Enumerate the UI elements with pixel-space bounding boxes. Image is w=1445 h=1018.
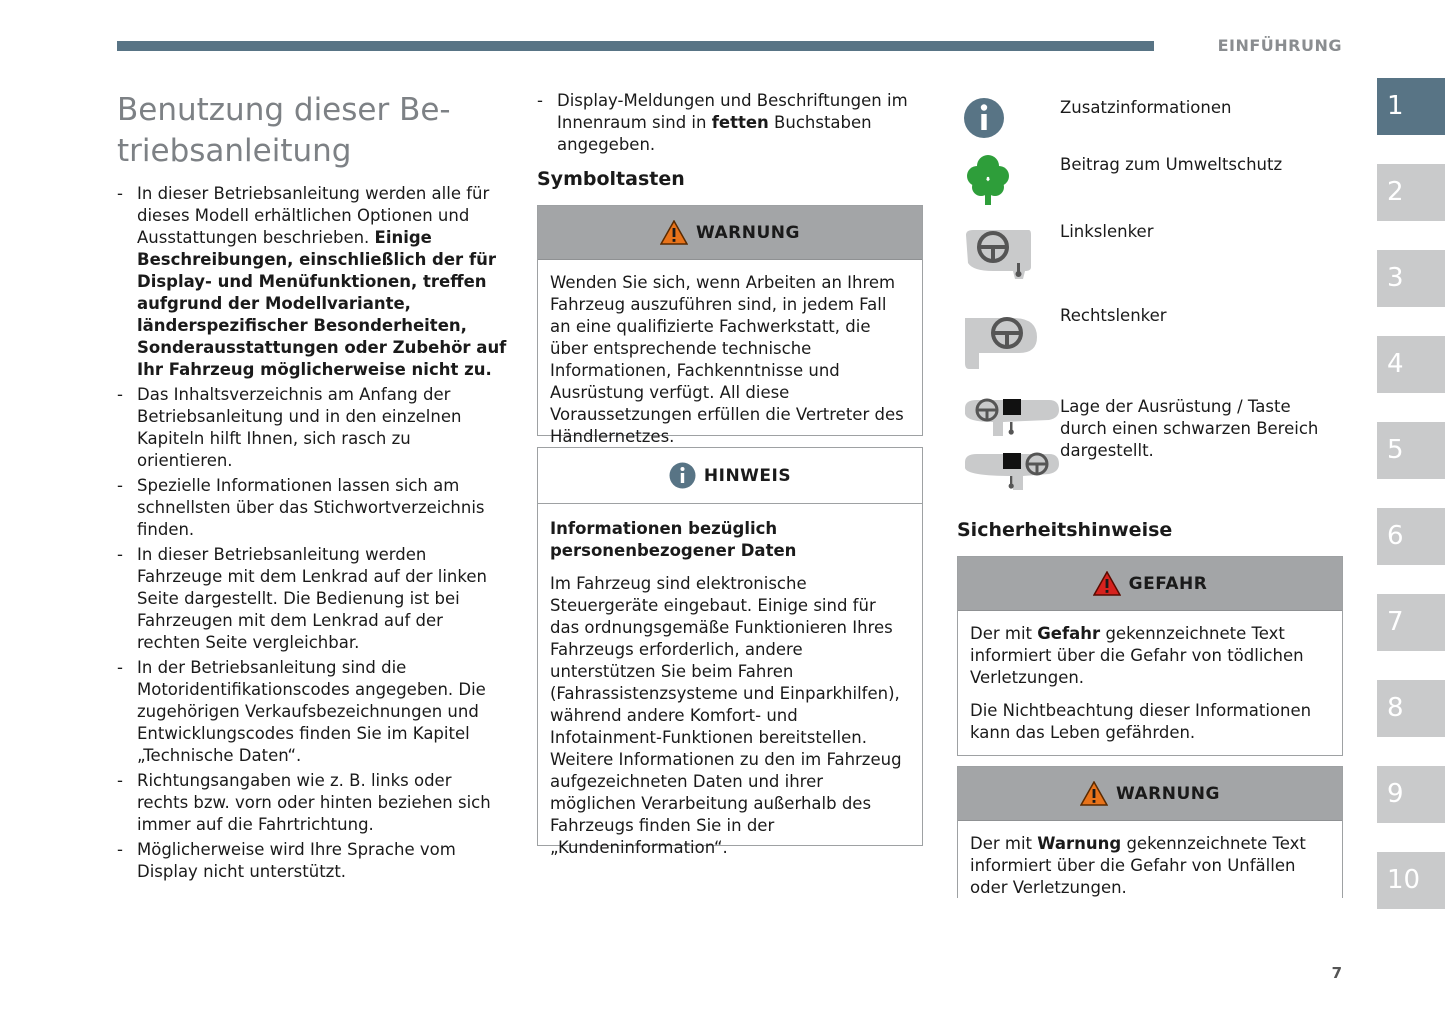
warning-box-header (538, 206, 922, 260)
hinweis-box-body (538, 504, 922, 869)
page-title-line-1: Benutzung dieser Be- (117, 92, 451, 128)
chapter-tab-6[interactable]: 6 (1377, 508, 1445, 565)
chapter-tab-7[interactable]: 7 (1377, 594, 1445, 651)
warnung-label: WARNUNG (1116, 783, 1220, 804)
warnung-box (957, 766, 1343, 898)
hinweis-text-1: Im Fahrzeug sind elektronische Steuergeräte eingebaut. Einige sind für das ordnungsgemäße Funktionieren Ihres Fahrzeugs erforderlich, andere unterstützen Sie beim Fahren (Fahrassistenzsysteme und Einparkhilfen), während andere Komfort- und Infotainment-Funktionen bereitstellen. (550, 574, 900, 747)
hinweis-label: HINWEIS (703, 465, 792, 486)
hinweis-box-header (538, 448, 922, 504)
symbol-text: Beitrag zum Umweltschutz (1060, 155, 1283, 174)
warning-label: WARNUNG (696, 222, 800, 243)
page-title-line-2: triebsanleitung (117, 133, 352, 169)
list-item: - In der Betriebsanleitung sind die Motoridentifikationscodes angegeben. Die zugehörigen Verkaufsbezeichnungen und Entwicklungscodes finden Sie im Kapitel „Technische Daten“. (117, 657, 507, 767)
warning-text: Wenden Sie sich, wenn Arbeiten an Ihrem Fahrzeug auszuführen sind, in jedem Fall an eine qualifizierte Fachwerkstatt, die über entsprechende technische Informationen, Fachkenntnisse und Ausrüstung verfügt. All diese Voraussetzungen erfüllen die Vertreter des Händlernetzes. (550, 273, 904, 446)
section-label: EINFÜHRUNG (1217, 36, 1342, 55)
gefahr-text-2: Die Nichtbeachtung dieser Informationen kann das Leben gefährden. (970, 701, 1312, 742)
gefahr-box-body (958, 611, 1342, 754)
page-title (117, 90, 507, 172)
tree-icon (966, 154, 1010, 206)
chapter-tab-3[interactable]: 3 (1377, 250, 1445, 307)
list-item: - Richtungsangaben wie z. B. links oder rechts bzw. vorn oder hinten beziehen sich immer auf die Fahrtrichtung. (117, 770, 507, 836)
header-bar (117, 41, 1154, 51)
gefahr-label: GEFAHR (1128, 573, 1208, 594)
list-item: - In dieser Betriebsanleitung werden Fahrzeuge mit dem Lenkrad auf der linken Seite dargestellt. Die Bedienung ist bei Fahrzeugen mit dem Lenkrad auf der rechten Seite vergleichbar. (117, 544, 507, 654)
gefahr-box-header (958, 557, 1342, 611)
right-hand-drive-icon (963, 313, 1039, 373)
warnung-box-header (958, 767, 1342, 821)
chapter-tab-4[interactable]: 4 (1377, 336, 1445, 393)
page-number: 7 (1331, 964, 1342, 982)
symbol-text: Rechtslenker (1060, 306, 1167, 325)
symbol-text: Linkslenker (1060, 222, 1154, 241)
list-item: - Spezielle Informationen lassen sich am schnellsten über das Stichwortverzeichnis finden. (117, 475, 507, 541)
chapter-tab-8[interactable]: 8 (1377, 680, 1445, 737)
intro-list (117, 183, 507, 886)
chapter-tab-2[interactable]: 2 (1377, 164, 1445, 221)
symbol-text: Zusatzinformationen (1060, 98, 1232, 117)
info-icon (963, 97, 1005, 139)
warning-triangle-icon (1080, 781, 1108, 806)
chapter-tabs (1377, 78, 1445, 938)
warning-triangle-icon (660, 220, 688, 245)
left-hand-drive-icon (963, 227, 1033, 283)
chapter-tab-1[interactable]: 1 (1377, 78, 1445, 135)
gefahr-box (957, 556, 1343, 756)
gefahr-text-1: Der mit Gefahr gekennzeichnete Text informiert über die Gefahr von tödlichen Verletzungen. (970, 624, 1304, 687)
hinweis-title: Informationen bezüglich personenbezogener Daten (550, 519, 797, 560)
display-list (537, 90, 923, 159)
chapter-tab-9[interactable]: 9 (1377, 766, 1445, 823)
list-item: - Möglicherweise wird Ihre Sprache vom Display nicht unterstützt. (117, 839, 507, 883)
hinweis-box (537, 447, 923, 857)
warning-box-body (538, 260, 922, 458)
symboltasten-heading: Symboltasten (537, 168, 685, 190)
symbol-text: Lage der Ausrüstung / Taste durch einen schwarzen Bereich dargestellt. (1060, 397, 1319, 460)
list-item: - Das Inhaltsverzeichnis am Anfang der Betriebsanleitung und in den einzelnen Kapiteln hilft Ihnen, sich rasch zu orientieren. (117, 384, 507, 472)
warning-box (537, 205, 923, 446)
warnung-box-body (958, 821, 1342, 898)
hinweis-text-2: Weitere Informationen zu den im Fahrzeug aufgezeichneten Daten und ihrer möglichen Verarbeitung außerhalb des Fahrzeugs finden Sie in der „Kundeninformation“. (550, 750, 902, 857)
list-item: - In dieser Betriebsanleitung werden alle für dieses Modell erhältlichen Optionen und Ausstattungen beschrieben. Einige Beschreibungen, einschließlich der für Display- und Menüfunktionen, treffen aufgrund der Modellvariante, länderspezifischer Besonderheiten, Sonderausstattungen oder Zubehör auf Ihr Fahrzeug möglicherweise nicht zu. (117, 183, 507, 381)
chapter-tab-5[interactable]: 5 (1377, 422, 1445, 479)
danger-triangle-icon (1093, 571, 1121, 596)
warnung-text-1: Der mit Warnung gekennzeichnete Text informiert über die Gefahr von Unfällen oder Verletzungen. (970, 834, 1306, 897)
equipment-location-icon (963, 396, 1061, 496)
info-icon (669, 462, 696, 489)
list-item: - Display-Meldungen und Beschriftungen im Innenraum sind in fetten Buchstaben angegeben. (537, 90, 923, 156)
sicherheitshinweise-heading: Sicherheitshinweise (957, 519, 1173, 541)
chapter-tab-10[interactable]: 10 (1377, 852, 1445, 909)
